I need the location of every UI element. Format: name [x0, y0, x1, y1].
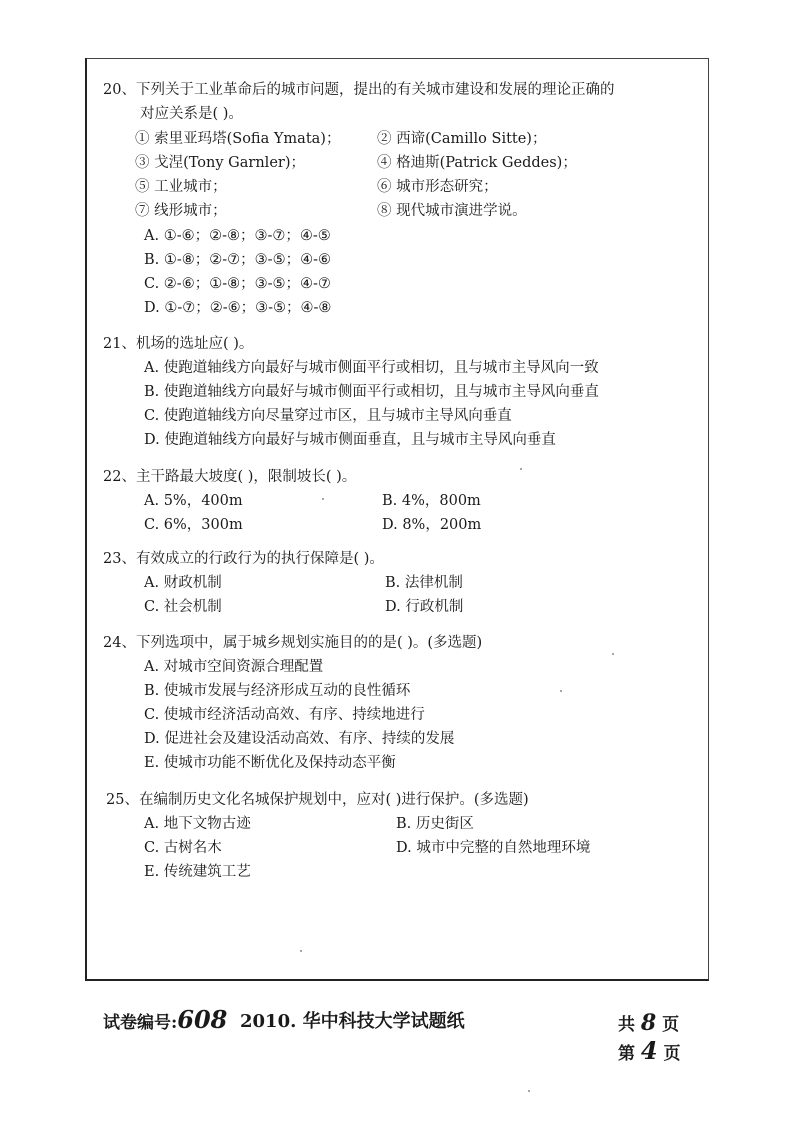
q24-stem: 24、下列选项中，属于城乡规划实施目的的是( )。(多选题) — [103, 635, 483, 651]
q20-item: ⑧ 现代城市演进学说。 — [377, 203, 527, 219]
total-pages — [618, 1010, 679, 1036]
q22-option-b: B. 4%，800m — [382, 493, 481, 509]
q25-option-b: B. 历史街区 — [396, 816, 474, 832]
scan-speck — [520, 468, 522, 470]
paper-number: 608 — [177, 1005, 228, 1034]
q23-option-d: D. 行政机制 — [385, 599, 464, 615]
q20-option-c: C. ②-⑥；①-⑧；③-⑤；④-⑦ — [144, 276, 331, 292]
q20-item: ⑦ 线形城市； — [135, 203, 227, 219]
exam-paper-title: 2010. 华中科技大学试题纸 — [240, 1011, 465, 1032]
q23-option-a: A. 财政机制 — [144, 575, 222, 591]
q23-option-c: C. 社会机制 — [144, 599, 222, 615]
paper-number-label: 试卷编号: — [103, 1013, 178, 1033]
page-prefix: 第 — [618, 1044, 635, 1064]
q25-stem: 25、在编制历史文化名城保护规划中，应对( )进行保护。(多选题) — [106, 792, 529, 808]
footer-left — [103, 1005, 227, 1034]
q21-option-b: B. 使跑道轴线方向最好与城市侧面平行或相切，且与城市主导风向垂直 — [144, 384, 599, 400]
q21-option-d: D. 使跑道轴线方向最好与城市侧面垂直，且与城市主导风向垂直 — [144, 432, 556, 448]
q24-option-b: B. 使城市发展与经济形成互动的良性循环 — [144, 683, 411, 699]
q25-option-d: D. 城市中完整的自然地理环境 — [396, 840, 591, 856]
q23-stem: 23、有效成立的行政行为的执行保障是( )。 — [103, 551, 384, 567]
q20-option-a: A. ①-⑥；②-⑧；③-⑦；④-⑤ — [144, 228, 331, 244]
q22-option-a: A. 5%，400m — [144, 493, 243, 509]
q20-stem-line2: 对应关系是( )。 — [140, 106, 243, 122]
scan-speck — [560, 690, 562, 692]
q21-option-a: A. 使跑道轴线方向最好与城市侧面平行或相切，且与城市主导风向一致 — [144, 360, 599, 376]
scan-speck — [612, 653, 614, 655]
q25-option-e: E. 传统建筑工艺 — [144, 864, 251, 880]
q21-option-c: C. 使跑道轴线方向尽量穿过市区，且与城市主导风向垂直 — [144, 408, 512, 424]
q25-option-a: A. 地下文物古迹 — [144, 816, 251, 832]
q20-item: ② 西谛(Camillo Sitte)； — [377, 131, 547, 147]
q20-option-d: D. ①-⑦；②-⑥；③-⑤；④-⑧ — [144, 300, 332, 316]
q20-item: ⑤ 工业城市； — [135, 179, 227, 195]
total-prefix: 共 — [618, 1015, 635, 1035]
q22-option-c: C. 6%，300m — [144, 517, 243, 533]
q24-option-e: E. 使城市功能不断优化及保持动态平衡 — [144, 755, 396, 771]
q24-option-d: D. 促进社会及建设活动高效、有序、持续的发展 — [144, 731, 455, 747]
q20-item: ④ 格迪斯(Patrick Geddes)； — [377, 155, 577, 171]
q25-option-c: C. 古树名木 — [144, 840, 222, 856]
q24-option-a: A. 对城市空间资源合理配置 — [144, 659, 324, 675]
q20-option-b: B. ①-⑧；②-⑦；③-⑤；④-⑥ — [144, 252, 331, 268]
q21-stem: 21、机场的选址应( )。 — [103, 336, 254, 352]
page-number: 4 — [640, 1036, 658, 1065]
scan-speck — [528, 1090, 530, 1092]
page-suffix: 页 — [663, 1044, 681, 1064]
q20-item: ⑥ 城市形态研究； — [377, 179, 498, 195]
q20-item: ① 索里亚玛塔(Sofia Ymata)； — [135, 131, 341, 147]
q22-option-d: D. 8%，200m — [382, 517, 482, 533]
q20-item: ③ 戈涅(Tony Garnler)； — [135, 155, 305, 171]
q22-stem: 22、主干路最大坡度( )，限制坡长( )。 — [103, 469, 357, 485]
total-pages-number: 8 — [640, 1010, 657, 1036]
scan-speck — [300, 950, 302, 952]
current-page — [618, 1036, 681, 1065]
q24-option-c: C. 使城市经济活动高效、有序、持续地进行 — [144, 707, 425, 723]
q23-option-b: B. 法律机制 — [385, 575, 463, 591]
q20-stem-line1: 20、下列关于工业革命后的城市问题，提出的有关城市建设和发展的理论正确的 — [103, 82, 615, 98]
scan-speck — [322, 498, 324, 500]
total-suffix: 页 — [662, 1015, 680, 1035]
